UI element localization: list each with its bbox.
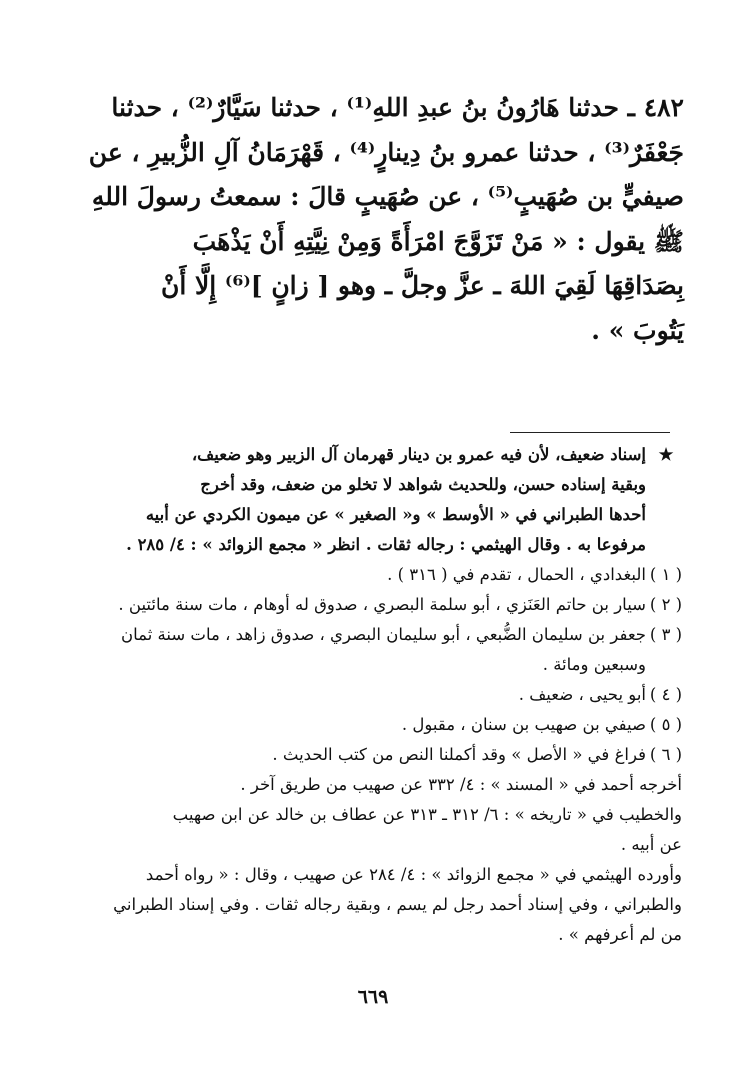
takhrij-line: عن أبيه . <box>620 835 682 854</box>
hadith-line: جَعْفَرٌ⁽³⁾ ، حدثنا عمرو بنُ دِينارٍ⁽⁴⁾ ، قَهْرَمَانُ آلِ الزُّبيرِ ، عن <box>88 137 684 167</box>
footnote-2 <box>104 590 686 620</box>
footnote-line: أبو يحيى ، ضعيف . <box>518 685 646 704</box>
footnote-5 <box>104 710 686 740</box>
footnote-line: البغدادي ، الحمال ، تقدم في ( ٣١٦ ) . <box>387 565 646 584</box>
footnote-3 <box>104 620 686 680</box>
footnote-separator <box>510 432 670 433</box>
hadith-line: ٤٨٢ ـ حدثنا هَارُونُ بنُ عبدِ اللهِ⁽¹⁾ ، حدثنا سَيَّارٌ⁽²⁾ ، حدثنا <box>111 93 684 122</box>
footnote-marker: ( ٣ ) <box>649 625 683 644</box>
footnote-line: أحدها الطبراني في « الأوسط » و« الصغير » عن ميمون الكردي عن أبيه <box>145 505 646 524</box>
takhrij-notes <box>104 770 686 950</box>
takhrij-line: وأورده الهيثمي في « مجمع الزوائد » : ٤/ ٢٨٤ عن صهيب ، وقال : « رواه أحمد <box>145 865 682 884</box>
footnote-line: صيفي بن صهيب بن سنان ، مقبول . <box>401 715 646 734</box>
takhrij-line: من لم أعرفهم » . <box>558 925 682 944</box>
footnote-marker: ( ٢ ) <box>649 595 683 614</box>
star-footnote <box>104 440 686 560</box>
footnote-4 <box>104 680 686 710</box>
footnote-line: فراغ في « الأصل » وقد أكملنا النص من كتب الحديث . <box>272 745 646 764</box>
hadith-line: يَتُوبَ » . <box>591 315 684 345</box>
star-marker: ★ <box>658 445 674 464</box>
footnote-line: وسبعين ومائة . <box>542 655 646 674</box>
footnote-line: مرفوعا به . وقال الهيثمي : رجاله ثقات . انظر « مجمع الزوائد » : ٤/ ٢٨٥ . <box>126 535 646 554</box>
page-number: ٦٦٩ <box>357 986 389 1008</box>
footnote-marker: ( ٦ ) <box>649 745 683 764</box>
footnote-marker: ( ٤ ) <box>649 685 683 704</box>
hadith-text <box>88 86 684 353</box>
hadith-line: صيفيٍّ بن صُهَيبٍ⁽⁵⁾ ، عن صُهَيبٍ قالَ : سمعتُ رسولَ اللهِ <box>91 182 684 211</box>
footnote-6 <box>104 740 686 770</box>
takhrij-line: أخرجه أحمد في « المسند » : ٤/ ٣٣٢ عن صهيب من طريق آخر . <box>240 775 682 794</box>
hadith-line: بِصَدَاقِهَا لَقِيَ اللهَ ـ عزَّ وجلَّ ـ وهو [ زانٍ ]⁽⁶⁾ إِلَّا أَنْ <box>161 271 684 300</box>
footnote-1 <box>104 560 686 590</box>
footnote-marker: ( ٥ ) <box>649 715 683 734</box>
footnotes <box>104 440 686 950</box>
hadith-line: ﷺ يقول : « مَنْ تَزَوَّجَ امْرَأَةً وَمِنْ نِيَّتِهِ أَنْ يَذْهَبَ <box>192 226 684 256</box>
footnote-line: وبقية إسناده حسن، وللحديث شواهد لا تخلو من ضعف، وقد أخرج <box>200 475 646 494</box>
takhrij-line: والخطيب في « تاريخه » : ٦/ ٣١٢ ـ ٣١٣ عن عطاف بن خالد عن ابن صهيب <box>172 805 682 824</box>
footnote-line: سيار بن حاتم العَنَزي ، أبو سلمة البصري ، صدوق له أوهام ، مات سنة مائتين . <box>118 595 646 614</box>
takhrij-line: والطبراني ، وفي إسناد أحمد رجل لم يسم ، وبقية رجاله ثقات . وفي إسناد الطبراني <box>113 895 682 914</box>
footnote-line: إسناد ضعيف، لأن فيه عمرو بن دينار قهرمان آل الزبير وهو ضعيف، <box>191 445 646 464</box>
footnote-line: جعفر بن سليمان الضُّبعي ، أبو سليمان البصري ، صدوق زاهد ، مات سنة ثمان <box>121 625 646 644</box>
footnote-marker: ( ١ ) <box>649 565 683 584</box>
